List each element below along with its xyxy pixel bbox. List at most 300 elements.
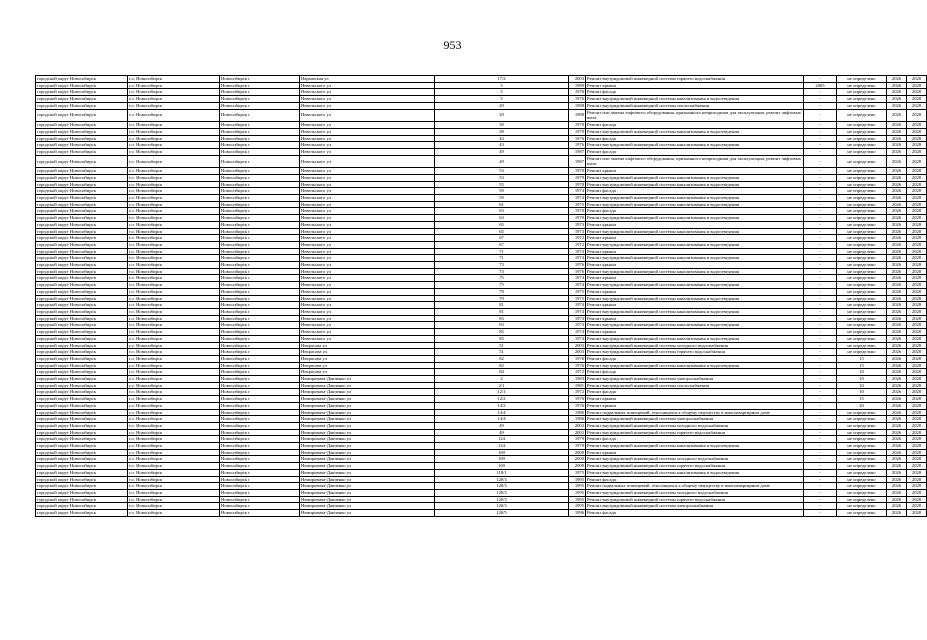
cell-settlement: г.о. Новосибирск (128, 503, 220, 510)
cell-start: 2026 (887, 483, 907, 490)
cell-year: 1995 (569, 489, 586, 496)
table-row (36, 215, 927, 222)
table-row (36, 275, 927, 282)
cell-city: Новосибирск г (220, 362, 300, 369)
cell-due: 2005 (804, 82, 837, 89)
cell-period: не определено (837, 322, 887, 329)
table-row (36, 436, 927, 443)
cell-city: Новосибирск г (220, 208, 300, 215)
cell-house: 81 (435, 308, 569, 315)
cell-due: - (804, 195, 837, 202)
cell-city: Новосибирск г (220, 248, 300, 255)
cell-work: Ремонт внутридомовой инженерной системы теплоснабжения (586, 382, 804, 389)
cell-municipality: городской округ Новосибирск (36, 148, 128, 155)
table-row (36, 82, 927, 89)
cell-work: Ремонт внутридомовой инженерной системы холодного водоснабжения (586, 342, 804, 349)
cell-due: - (804, 342, 837, 349)
cell-work: Ремонт внутридомовой инженерной системы канализования и водоотведения (586, 201, 804, 208)
cell-year: 1973 (569, 228, 586, 235)
cell-year: 1979 (569, 128, 586, 135)
cell-street: Невельского ул (300, 268, 435, 275)
cell-start: 2026 (887, 76, 907, 83)
cell-city: Новосибирск г (220, 155, 300, 168)
cell-due: - (804, 382, 837, 389)
cell-city: Новосибирск г (220, 181, 300, 188)
cell-start: 2026 (887, 228, 907, 235)
cell-period: не определено (837, 188, 887, 195)
cell-work: Ремонт крыши (586, 449, 804, 456)
cell-year: 1976 (569, 89, 586, 96)
cell-year: 1976 (569, 262, 586, 269)
cell-work: Ремонт фасада (586, 135, 804, 142)
cell-period: не определено (837, 463, 887, 470)
cell-city: Новосибирск г (220, 174, 300, 181)
cell-year: 1974 (569, 335, 586, 342)
cell-street: Невельского ул (300, 335, 435, 342)
cell-work: Ремонт внутридомовой инженерной системы канализования и водоотведения (586, 282, 804, 289)
cell-work: Ремонт фасада (586, 188, 804, 195)
cell-house: 73 (435, 268, 569, 275)
cell-settlement: г.о. Новосибирск (128, 342, 220, 349)
cell-settlement: г.о. Новосибирск (128, 96, 220, 103)
cell-end: 2028 (907, 349, 927, 356)
table-row (36, 248, 927, 255)
table-row (36, 376, 927, 383)
table-row (36, 396, 927, 403)
cell-street: Немировича-Данченко ул (300, 429, 435, 436)
cell-house: 63 (435, 208, 569, 215)
cell-year: 2002 (569, 429, 586, 436)
cell-end: 2028 (907, 329, 927, 336)
cell-due: - (804, 302, 837, 309)
cell-municipality: городской округ Новосибирск (36, 275, 128, 282)
cell-start: 2026 (887, 302, 907, 309)
cell-year: 1979 (569, 174, 586, 181)
cell-end: 2028 (907, 148, 927, 155)
cell-house: 5 (435, 96, 569, 103)
cell-period: не определено (837, 142, 887, 149)
cell-settlement: г.о. Новосибирск (128, 436, 220, 443)
table-row (36, 342, 927, 349)
cell-work: Ремонт крыши (586, 82, 804, 89)
cell-start: 2026 (887, 409, 907, 416)
table-body (36, 76, 927, 517)
cell-city: Новосибирск г (220, 456, 300, 463)
cell-street: Невельского ул (300, 302, 435, 309)
cell-period: 10 (837, 389, 887, 396)
cell-municipality: городской округ Новосибирск (36, 409, 128, 416)
cell-period: не определено (837, 315, 887, 322)
cell-period: не определено (837, 155, 887, 168)
cell-settlement: г.о. Новосибирск (128, 355, 220, 362)
table-row (36, 89, 927, 96)
cell-period: не определено (837, 483, 887, 490)
cell-year: 1987 (569, 155, 586, 168)
cell-house: 82 (435, 355, 569, 362)
cell-period: не определено (837, 510, 887, 517)
cell-house: 79 (435, 295, 569, 302)
table-row (36, 315, 927, 322)
cell-start: 2026 (887, 355, 907, 362)
cell-due: - (804, 235, 837, 242)
cell-municipality: городской округ Новосибирск (36, 195, 128, 202)
cell-start: 2026 (887, 329, 907, 336)
cell-settlement: г.о. Новосибирск (128, 255, 220, 262)
table-row (36, 463, 927, 470)
cell-settlement: г.о. Новосибирск (128, 102, 220, 109)
cell-start: 2026 (887, 174, 907, 181)
table-row (36, 201, 927, 208)
table-row (36, 476, 927, 483)
cell-settlement: г.о. Новосибирск (128, 248, 220, 255)
cell-settlement: г.о. Новосибирск (128, 195, 220, 202)
cell-municipality: городской округ Новосибирск (36, 228, 128, 235)
cell-municipality: городской округ Новосибирск (36, 483, 128, 490)
cell-municipality: городской округ Новосибирск (36, 109, 128, 122)
cell-end: 2028 (907, 128, 927, 135)
cell-house: 82 (435, 362, 569, 369)
cell-settlement: г.о. Новосибирск (128, 201, 220, 208)
cell-house: 2 (435, 376, 569, 383)
cell-street: Невельского ул (300, 174, 435, 181)
table-row (36, 235, 927, 242)
cell-street: Немировича-Данченко ул (300, 396, 435, 403)
cell-period: не определено (837, 295, 887, 302)
cell-period: не определено (837, 503, 887, 510)
cell-house: 85 (435, 329, 569, 336)
cell-due: - (804, 208, 837, 215)
cell-due: - (804, 128, 837, 135)
cell-due: - (804, 262, 837, 269)
cell-year: 1974 (569, 255, 586, 262)
cell-city: Новосибирск г (220, 235, 300, 242)
cell-year: 1979 (569, 122, 586, 129)
cell-due: - (804, 456, 837, 463)
cell-municipality: городской округ Новосибирск (36, 82, 128, 89)
cell-street: Невельского ул (300, 315, 435, 322)
cell-due: - (804, 396, 837, 403)
cell-settlement: г.о. Новосибирск (128, 329, 220, 336)
cell-street: Невельского ул (300, 168, 435, 175)
cell-start: 2026 (887, 469, 907, 476)
cell-end: 2028 (907, 402, 927, 409)
cell-due: - (804, 449, 837, 456)
cell-city: Новосибирск г (220, 76, 300, 83)
cell-house: 49 (435, 422, 569, 429)
cell-work: Ремонт фасада (586, 355, 804, 362)
cell-period: не определено (837, 456, 887, 463)
cell-house: 29 (435, 109, 569, 122)
cell-work: Ремонт внутридомовой инженерной системы электроснабжения (586, 376, 804, 383)
cell-municipality: городской округ Новосибирск (36, 510, 128, 517)
cell-city: Новосибирск г (220, 349, 300, 356)
cell-year: 1974 (569, 248, 586, 255)
cell-due: - (804, 221, 837, 228)
cell-work: Ремонт подвальных помещений, относящихся к общему имуществу в многоквартирном доме (586, 409, 804, 416)
cell-start: 2026 (887, 416, 907, 423)
cell-end: 2028 (907, 235, 927, 242)
cell-start: 2026 (887, 449, 907, 456)
table-row (36, 322, 927, 329)
cell-start: 2026 (887, 315, 907, 322)
cell-due: - (804, 409, 837, 416)
cell-house: 120/5 (435, 510, 569, 517)
cell-settlement: г.о. Новосибирск (128, 228, 220, 235)
cell-start: 2026 (887, 436, 907, 443)
cell-work: Ремонт внутридомовой инженерной системы канализования и водоотведения (586, 335, 804, 342)
cell-end: 2028 (907, 89, 927, 96)
cell-period: 15 (837, 355, 887, 362)
cell-year: 1974 (569, 282, 586, 289)
cell-city: Новосибирск г (220, 322, 300, 329)
table-row (36, 241, 927, 248)
cell-period: не определено (837, 489, 887, 496)
cell-municipality: городской округ Новосибирск (36, 463, 128, 470)
cell-end: 2028 (907, 102, 927, 109)
cell-start: 2026 (887, 89, 907, 96)
table-row (36, 188, 927, 195)
cell-start: 2026 (887, 241, 907, 248)
cell-due: - (804, 135, 837, 142)
cell-work: Ремонт внутридомовой инженерной системы канализования и водоотведения (586, 128, 804, 135)
cell-settlement: г.о. Новосибирск (128, 510, 220, 517)
cell-work: Ремонт подвальных помещений, относящихся к общему имуществу в многоквартирном доме (586, 483, 804, 490)
cell-period: 10 (837, 376, 887, 383)
cell-year: 2000 (569, 463, 586, 470)
cell-start: 2026 (887, 308, 907, 315)
cell-start: 2026 (887, 510, 907, 517)
cell-start: 2026 (887, 82, 907, 89)
cell-period: не определено (837, 102, 887, 109)
cell-settlement: г.о. Новосибирск (128, 235, 220, 242)
cell-city: Новосибирск г (220, 268, 300, 275)
cell-city: Новосибирск г (220, 402, 300, 409)
table-row (36, 429, 927, 436)
cell-end: 2028 (907, 302, 927, 309)
cell-house: 3 (435, 82, 569, 89)
cell-due: - (804, 355, 837, 362)
cell-street: Немировича-Данченко ул (300, 503, 435, 510)
cell-period: не определено (837, 228, 887, 235)
cell-end: 2028 (907, 275, 927, 282)
cell-settlement: г.о. Новосибирск (128, 221, 220, 228)
cell-city: Новосибирск г (220, 122, 300, 129)
cell-settlement: г.о. Новосибирск (128, 215, 220, 222)
cell-settlement: г.о. Новосибирск (128, 409, 220, 416)
cell-city: Новосибирск г (220, 355, 300, 362)
cell-year: 2000 (569, 456, 586, 463)
cell-end: 2028 (907, 489, 927, 496)
cell-municipality: городской округ Новосибирск (36, 422, 128, 429)
cell-municipality: городской округ Новосибирск (36, 282, 128, 289)
cell-street: Немировича-Данченко ул (300, 382, 435, 389)
cell-start: 2026 (887, 208, 907, 215)
cell-work: Ремонт крыши (586, 329, 804, 336)
cell-end: 2028 (907, 82, 927, 89)
cell-period: не определено (837, 235, 887, 242)
cell-house: 53 (435, 168, 569, 175)
cell-settlement: г.о. Новосибирск (128, 142, 220, 149)
table-row (36, 456, 927, 463)
cell-city: Новосибирск г (220, 295, 300, 302)
cell-municipality: городской округ Новосибирск (36, 355, 128, 362)
table-row (36, 329, 927, 336)
cell-municipality: городской округ Новосибирск (36, 255, 128, 262)
cell-period: не определено (837, 148, 887, 155)
cell-settlement: г.о. Новосибирск (128, 429, 220, 436)
cell-period: не определено (837, 496, 887, 503)
cell-house: 53 (435, 174, 569, 181)
cell-house: 14/4 (435, 416, 569, 423)
cell-municipality: городской округ Новосибирск (36, 174, 128, 181)
cell-house: 12/2 (435, 396, 569, 403)
cell-street: Немировича-Данченко ул (300, 402, 435, 409)
cell-year: 1976 (569, 402, 586, 409)
table-row (36, 168, 927, 175)
table-row (36, 142, 927, 149)
table-row (36, 96, 927, 103)
cell-due: - (804, 122, 837, 129)
cell-municipality: городской округ Новосибирск (36, 181, 128, 188)
cell-due: - (804, 483, 837, 490)
table-row (36, 416, 927, 423)
cell-start: 2026 (887, 489, 907, 496)
cell-work: Ремонт внутридомовой инженерной системы горячего водоснабжения (586, 496, 804, 503)
cell-settlement: г.о. Новосибирск (128, 422, 220, 429)
cell-work: Ремонт крыши (586, 315, 804, 322)
cell-period: не определено (837, 89, 887, 96)
cell-year: 1995 (569, 503, 586, 510)
cell-street: Нарымская ул (300, 76, 435, 83)
cell-house: 5 (435, 89, 569, 96)
cell-municipality: городской округ Новосибирск (36, 248, 128, 255)
cell-municipality: городской округ Новосибирск (36, 168, 128, 175)
cell-year: 1996 (569, 510, 586, 517)
cell-settlement: г.о. Новосибирск (128, 128, 220, 135)
cell-year: 1975 (569, 288, 586, 295)
cell-street: Невельского ул (300, 109, 435, 122)
cell-municipality: городской округ Новосибирск (36, 295, 128, 302)
cell-year: 1975 (569, 469, 586, 476)
cell-start: 2026 (887, 142, 907, 149)
cell-work: Ремонт внутридомовой инженерной системы канализования и водоотведения (586, 241, 804, 248)
cell-end: 2028 (907, 382, 927, 389)
cell-city: Новосибирск г (220, 201, 300, 208)
cell-municipality: городской округ Новосибирск (36, 382, 128, 389)
cell-work: Ремонт внутридомовой инженерной системы канализования и водоотведения (586, 174, 804, 181)
cell-due: - (804, 429, 837, 436)
cell-city: Новосибирск г (220, 282, 300, 289)
cell-city: Новосибирск г (220, 308, 300, 315)
cell-street: Невельского ул (300, 255, 435, 262)
cell-municipality: городской округ Новосибирск (36, 369, 128, 376)
cell-street: Невельского ул (300, 295, 435, 302)
cell-start: 2026 (887, 362, 907, 369)
cell-city: Новосибирск г (220, 109, 300, 122)
cell-city: Новосибирск г (220, 389, 300, 396)
cell-start: 2026 (887, 422, 907, 429)
cell-municipality: городской округ Новосибирск (36, 476, 128, 483)
cell-year: 1983 (569, 376, 586, 383)
cell-settlement: г.о. Новосибирск (128, 282, 220, 289)
cell-city: Новосибирск г (220, 128, 300, 135)
cell-period: не определено (837, 302, 887, 309)
cell-due: - (804, 315, 837, 322)
cell-municipality: городской округ Новосибирск (36, 342, 128, 349)
cell-period: не определено (837, 201, 887, 208)
cell-start: 2026 (887, 268, 907, 275)
cell-period: не определено (837, 255, 887, 262)
cell-street: Немировича-Данченко ул (300, 469, 435, 476)
cell-end: 2028 (907, 288, 927, 295)
cell-municipality: городской округ Новосибирск (36, 402, 128, 409)
cell-settlement: г.о. Новосибирск (128, 483, 220, 490)
cell-end: 2028 (907, 369, 927, 376)
cell-municipality: городской округ Новосибирск (36, 302, 128, 309)
cell-due: - (804, 389, 837, 396)
cell-street: Некрасова ул (300, 362, 435, 369)
cell-end: 2028 (907, 422, 927, 429)
cell-period: не определено (837, 135, 887, 142)
cell-house: 120/3 (435, 483, 569, 490)
cell-period: не определено (837, 476, 887, 483)
cell-year: 1970 (569, 215, 586, 222)
cell-work: Ремонт внутридомовой инженерной системы канализования и водоотведения (586, 215, 804, 222)
cell-municipality: городской округ Новосибирск (36, 436, 128, 443)
cell-period: не определено (837, 443, 887, 450)
cell-work: Ремонт внутридомовой инженерной системы канализования и водоотведения (586, 362, 804, 369)
cell-municipality: городской округ Новосибирск (36, 389, 128, 396)
cell-city: Новосибирск г (220, 376, 300, 383)
cell-municipality: городской округ Новосибирск (36, 503, 128, 510)
cell-year: 2002 (569, 422, 586, 429)
cell-settlement: г.о. Новосибирск (128, 295, 220, 302)
cell-house: 75 (435, 282, 569, 289)
cell-house: 59 (435, 188, 569, 195)
cell-house: 12/1 (435, 389, 569, 396)
cell-house: 39 (435, 128, 569, 135)
cell-year: 1976 (569, 362, 586, 369)
cell-street: Немировича-Данченко ул (300, 449, 435, 456)
cell-house: 73 (435, 262, 569, 269)
cell-end: 2028 (907, 228, 927, 235)
cell-due: - (804, 436, 837, 443)
cell-street: Немировича-Данченко ул (300, 436, 435, 443)
cell-municipality: городской округ Новосибирск (36, 456, 128, 463)
cell-street: Невельского ул (300, 235, 435, 242)
cell-due: - (804, 422, 837, 429)
cell-street: Немировича-Данченко ул (300, 409, 435, 416)
cell-municipality: городской округ Новосибирск (36, 449, 128, 456)
cell-start: 2026 (887, 402, 907, 409)
cell-start: 2026 (887, 248, 907, 255)
cell-municipality: городской округ Новосибирск (36, 241, 128, 248)
cell-municipality: городской округ Новосибирск (36, 268, 128, 275)
table-row (36, 503, 927, 510)
cell-year: 1981 (569, 382, 586, 389)
cell-work: Ремонт внутридомовой инженерной системы канализования и водоотведения (586, 268, 804, 275)
cell-due: - (804, 155, 837, 168)
cell-house: 120/3 (435, 489, 569, 496)
cell-house: 124 (435, 436, 569, 443)
cell-end: 2028 (907, 389, 927, 396)
cell-work: Ремонт внутридомовой инженерной системы канализования и водоотведения (586, 295, 804, 302)
cell-house: 169 (435, 456, 569, 463)
cell-work: Ремонт крыши (586, 302, 804, 309)
cell-municipality: городской округ Новосибирск (36, 235, 128, 242)
cell-street: Невельского ул (300, 288, 435, 295)
cell-settlement: г.о. Новосибирск (128, 109, 220, 122)
